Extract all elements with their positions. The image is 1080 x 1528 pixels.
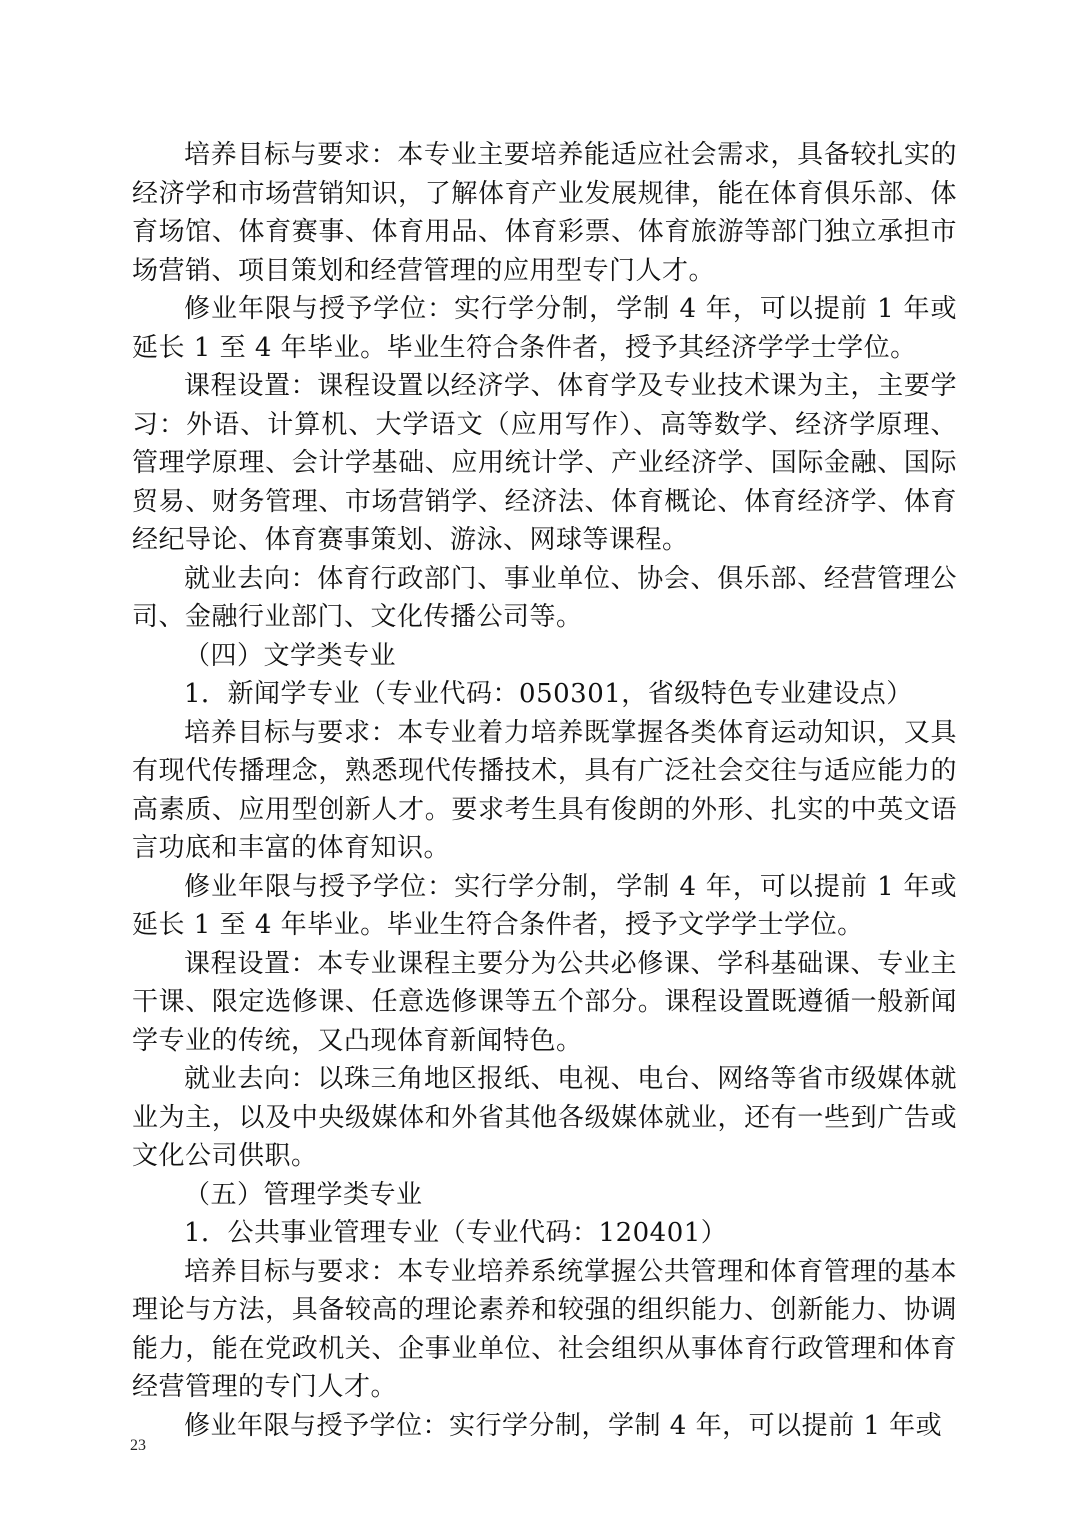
paragraph-curriculum-economics: 课程设置：课程设置以经济学、体育学及专业技术课为主，主要学习：外语、计算机、大学语文（应用写作）、高等数学、经济学原理、管理学原理、会计学基础、应用统计学、产业经济学、国际金融、国际贸易、财务管理、市场营销学、经济法、体育概论、体育经济学、体育经纪导论、体育赛事策划、游泳、网球等课程。 [132, 371, 957, 555]
paragraph-employment-journalism: 就业去向：以珠三角地区报纸、电视、电台、网络等省市级媒体就业为主，以及中央级媒体和外省其他各级媒体就业，还有一些到广告或文化公司供职。 [132, 1064, 957, 1171]
paragraph-duration-degree-economics: 修业年限与授予学位：实行学分制，学制 4 年，可以提前 1 年或延长 1 至 4 年毕业。毕业生符合条件者，授予其经济学学士学位。 [132, 294, 957, 363]
subsection-heading-public-affairs: 1．公共事业管理专业（专业代码：120401） [184, 1218, 728, 1248]
paragraph-training-goals-sports-economics: 培养目标与要求：本专业主要培养能适应社会需求，具备较扎实的经济学和市场营销知识，了解体育产业发展规律，能在体育俱乐部、体育场馆、体育赛事、体育用品、体育彩票、体育旅游等部门独立承担市场营销、项目策划和经营管理的应用型专门人才。 [132, 140, 957, 286]
paragraph-curriculum-journalism: 课程设置：本专业课程主要分为公共必修课、学科基础课、专业主干课、限定选修课、任意选修课等五个部分。课程设置既遵循一般新闻学专业的传统，又凸现体育新闻特色。 [132, 948, 957, 1056]
paragraph-training-goals-public-affairs: 培养目标与要求：本专业培养系统掌握公共管理和体育管理的基本理论与方法，具备较高的理论素养和较强的组织能力、创新能力、协调能力，能在党政机关、企事业单位、社会组织从事体育行政管理和体育经营管理的专门人才。 [132, 1256, 957, 1402]
document-body [132, 136, 957, 1445]
paragraph-duration-degree-journalism: 修业年限与授予学位：实行学分制，学制 4 年，可以提前 1 年或延长 1 至 4 年毕业。毕业生符合条件者，授予文学学士学位。 [132, 871, 957, 940]
page-number: 23 [130, 1437, 146, 1454]
paragraph-training-goals-journalism: 培养目标与要求：本专业着力培养既掌握各类体育运动知识，又具有现代传播理念，熟悉现代传播技术，具有广泛社会交往与适应能力的高素质、应用型创新人才。要求考生具有俊朗的外形、扎实的中英文语言功底和丰富的体育知识。 [132, 717, 957, 863]
paragraph-duration-degree-public-affairs: 修业年限与授予学位：实行学分制，学制 4 年，可以提前 1 年或 [184, 1410, 943, 1441]
section-heading-literature: （四）文学类专业 [184, 640, 397, 671]
section-heading-management: （五）管理学类专业 [184, 1179, 423, 1210]
subsection-heading-journalism: 1．新闻学专业（专业代码：050301，省级特色专业建设点） [184, 679, 913, 709]
paragraph-employment-economics: 就业去向：体育行政部门、事业单位、协会、俱乐部、经营管理公司、金融行业部门、文化传播公司等。 [132, 563, 957, 632]
